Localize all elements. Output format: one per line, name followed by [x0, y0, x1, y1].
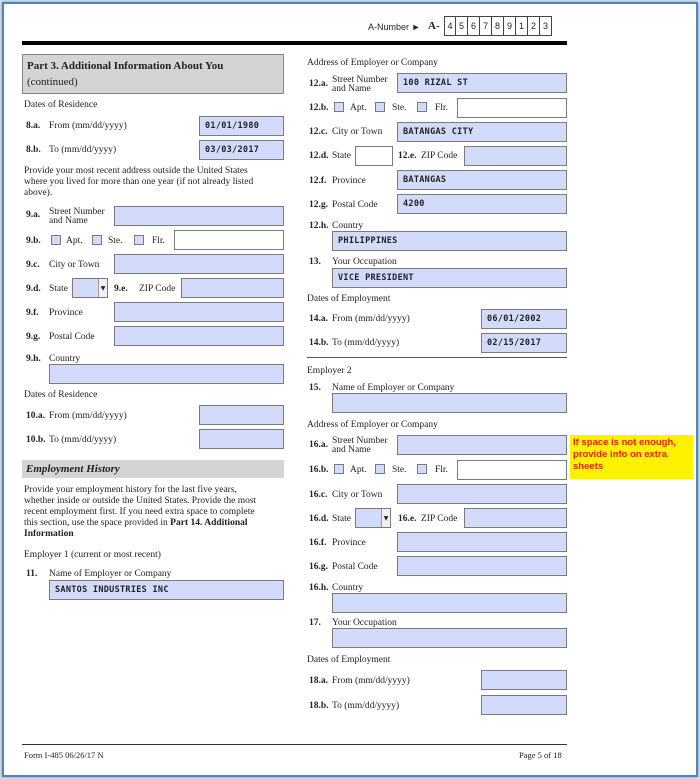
employer1-country-field[interactable]: PHILIPPINES — [332, 231, 567, 251]
anumber-digit-box[interactable]: 4 — [444, 16, 456, 36]
address-employer-heading: Address of Employer or Company — [307, 58, 438, 68]
foreign-street-field[interactable] — [114, 206, 284, 226]
item-11-number: 11. — [26, 569, 38, 579]
anumber-digit-box[interactable]: 7 — [480, 16, 492, 36]
information-reference: Information — [24, 529, 74, 539]
item-17-label: Your Occupation — [332, 618, 397, 628]
item-16b-number: 16.b. — [309, 465, 329, 475]
item-9a-label-1: Street Number — [49, 207, 105, 217]
employer1-street-field[interactable]: 100 RIZAL ST — [397, 73, 567, 93]
page-number: Page 5 of 18 — [519, 750, 562, 760]
item-14a-label: From (mm/dd/yyyy) — [332, 314, 410, 324]
item-16c-label: City or Town — [332, 490, 383, 500]
item-12f-number: 12.f. — [309, 176, 327, 186]
employer2-ste-checkbox[interactable] — [375, 464, 385, 474]
employer1-province-field[interactable]: BATANGAS — [397, 170, 567, 190]
item-11-label: Name of Employer or Company — [49, 569, 172, 579]
item-10a-number: 10.a. — [26, 411, 45, 421]
item-9a-label-2: and Name — [49, 216, 88, 226]
item-15-number: 15. — [309, 383, 321, 393]
item-16d-label: State — [332, 514, 351, 524]
item-16c-number: 16.c. — [309, 490, 328, 500]
item-12b-number: 12.b. — [309, 103, 329, 113]
item-16g-label: Postal Code — [332, 562, 378, 572]
employer2-name-field[interactable] — [332, 393, 567, 413]
dates-of-residence-heading-2: Dates of Residence — [24, 390, 98, 400]
employer1-from-field[interactable]: 06/01/2002 — [481, 309, 567, 329]
item-12d-number: 12.d. — [309, 151, 329, 161]
item-14b-number: 14.b. — [309, 338, 329, 348]
chevron-down-icon: ▼ — [98, 279, 107, 297]
item-9e-label: ZIP Code — [139, 284, 176, 294]
item-12a-label-1: Street Number — [332, 75, 388, 85]
item-18b-number: 18.b. — [309, 701, 329, 711]
note-line-3: sheets — [573, 461, 604, 472]
item-18a-number: 18.a. — [309, 676, 328, 686]
item-16a-label-1: Street Number — [332, 436, 388, 446]
item-10b-label: To (mm/dd/yyyy) — [49, 435, 117, 445]
employer1-heading: Employer 1 (current or most recent) — [24, 550, 161, 560]
item-9c-number: 9.c. — [26, 260, 40, 270]
employer-divider — [307, 357, 567, 358]
item-9f-label: Province — [49, 308, 83, 318]
item-12h-number: 12.h. — [309, 221, 329, 231]
flr-checkbox[interactable] — [134, 235, 144, 245]
item-8b-label: To (mm/dd/yyyy) — [49, 145, 117, 155]
employer2-ste-label: Ste. — [392, 465, 407, 475]
item-8a-number: 8.a. — [26, 121, 41, 131]
anumber-digit-box[interactable]: 9 — [504, 16, 516, 36]
employer2-country-field[interactable] — [332, 593, 567, 613]
foreign-city-field[interactable] — [114, 254, 284, 274]
chevron-down-icon: ▼ — [381, 509, 390, 527]
employer2-city-field[interactable] — [397, 484, 567, 504]
anumber-label: A-Number ► — [368, 22, 421, 32]
item-12d-label: State — [332, 151, 351, 161]
a-prefix: A- — [428, 20, 440, 32]
part14-reference: Part 14. Additional — [170, 518, 248, 528]
employment-history-heading — [22, 460, 284, 478]
flr-label: Flr. — [152, 236, 165, 246]
zip-field[interactable] — [181, 278, 284, 298]
header-rule — [22, 41, 567, 45]
anumber-digit-box[interactable]: 2 — [528, 16, 540, 36]
item-9h-label: Country — [49, 354, 81, 364]
item-16d-number: 16.d. — [309, 514, 329, 524]
item-9f-number: 9.f. — [26, 308, 39, 318]
employment-history-title: Employment History — [26, 463, 120, 475]
item-12h-label: Country — [332, 221, 364, 231]
employer1-flr-label: Flr. — [435, 103, 448, 113]
item-16h-label: Country — [332, 583, 364, 593]
dates-of-residence-heading: Dates of Residence — [24, 100, 98, 110]
employer2-flr-label: Flr. — [435, 465, 448, 475]
item-16h-number: 16.h. — [309, 583, 329, 593]
employer1-apt-label: Apt. — [350, 103, 367, 113]
employer1-name-field[interactable]: SANTOS INDUSTRIES INC — [49, 580, 284, 600]
employer1-flr-checkbox[interactable] — [417, 102, 427, 112]
employer2-from-field[interactable] — [481, 670, 567, 690]
employer1-occupation-field[interactable]: VICE PRESIDENT — [332, 268, 567, 288]
form-page — [2, 2, 698, 777]
employment-text-4 — [24, 518, 248, 528]
anumber-digit-box[interactable]: 5 — [456, 16, 468, 36]
item-16f-number: 16.f. — [309, 538, 327, 548]
apt-checkbox[interactable] — [51, 235, 61, 245]
employer2-street-field[interactable] — [397, 435, 567, 455]
form-id: Form I-485 06/26/17 N — [24, 750, 104, 760]
item-9e-number: 9.e. — [114, 284, 128, 294]
item-9d-number: 9.d. — [26, 284, 41, 294]
part3-subtitle: (continued) — [27, 76, 78, 88]
employer2-state-select[interactable] — [355, 508, 391, 528]
item-8b-number: 8.b. — [26, 145, 41, 155]
item-12c-number: 12.c. — [309, 127, 328, 137]
employer2-province-field[interactable] — [397, 532, 567, 552]
item-17-number: 17. — [309, 618, 321, 628]
employer2-occupation-field[interactable] — [332, 628, 567, 648]
item-8a-label: From (mm/dd/yyyy) — [49, 121, 127, 131]
employer2-postal-field[interactable] — [397, 556, 567, 576]
item-15-label: Name of Employer or Company — [332, 383, 455, 393]
employer1-zip-field[interactable] — [464, 146, 567, 166]
item-16a-number: 16.a. — [309, 440, 328, 450]
residence2-from-field[interactable] — [199, 405, 284, 425]
item-9g-label: Postal Code — [49, 332, 95, 342]
item-16e-number: 16.e. — [398, 514, 417, 524]
item-12a-label-2: and Name — [332, 84, 371, 94]
anumber-digit-box[interactable]: 3 — [540, 16, 552, 36]
postal-code-field[interactable] — [114, 326, 284, 346]
item-12g-number: 12.g. — [309, 200, 328, 210]
anumber-digit-box[interactable]: 8 — [492, 16, 504, 36]
employer1-city-field[interactable]: BATANGAS CITY — [397, 122, 567, 142]
item-10b-number: 10.b. — [26, 435, 46, 445]
extra-space-note — [570, 435, 693, 479]
item-13-label: Your Occupation — [332, 257, 397, 267]
item-12e-label: ZIP Code — [421, 151, 458, 161]
employer1-state-field[interactable] — [355, 146, 393, 166]
item-18a-label: From (mm/dd/yyyy) — [332, 676, 410, 686]
item-9c-label: City or Town — [49, 260, 100, 270]
dates-of-employment-heading: Dates of Employment — [307, 294, 391, 304]
employment-text-1: Provide your employment history for the last five years, — [24, 485, 237, 495]
item-9d-label: State — [49, 284, 68, 294]
employer1-ste-label: Ste. — [392, 103, 407, 113]
item-12g-label: Postal Code — [332, 200, 378, 210]
instruction-line-3: above). — [24, 188, 53, 198]
item-16g-number: 16.g. — [309, 562, 328, 572]
ste-label: Ste. — [108, 236, 123, 246]
part3-heading — [22, 54, 284, 94]
footer-rule — [22, 744, 567, 745]
employer2-apt-checkbox[interactable] — [334, 464, 344, 474]
anumber-digits[interactable] — [444, 16, 552, 36]
state-select[interactable] — [72, 278, 108, 298]
item-16a-label-2: and Name — [332, 445, 371, 455]
address-employer2-heading: Address of Employer or Company — [307, 420, 438, 430]
residence-from-field[interactable]: 01/01/1980 — [199, 116, 284, 136]
part3-title: Part 3. Additional Information About You — [27, 60, 224, 72]
item-12c-label: City or Town — [332, 127, 383, 137]
item-13-number: 13. — [309, 257, 321, 267]
note-line-2: provide info on extra — [573, 449, 667, 460]
item-12e-number: 12.e. — [398, 151, 417, 161]
instruction-line-2: where you lived for more than one year (if not already listed — [24, 177, 254, 187]
employer1-postal-field[interactable]: 4200 — [397, 194, 567, 214]
employer1-apt-number-field[interactable] — [457, 98, 567, 118]
instruction-line-1: Provide your most recent address outside the United States — [24, 166, 248, 176]
country-field[interactable] — [49, 364, 284, 384]
item-16e-label: ZIP Code — [421, 514, 458, 524]
dates-of-employment-heading-2: Dates of Employment — [307, 655, 391, 665]
apt-number-field[interactable] — [174, 230, 284, 250]
employment-text-4-plain: this section, use the space provided in — [24, 518, 171, 528]
item-14a-number: 14.a. — [309, 314, 328, 324]
apt-label: Apt. — [66, 236, 83, 246]
employment-text-3: recent employment first. If you need extra space to complete — [24, 507, 255, 517]
item-9g-number: 9.g. — [26, 332, 41, 342]
anumber-digit-box[interactable]: 6 — [468, 16, 480, 36]
item-12a-number: 12.a. — [309, 79, 328, 89]
residence2-to-field[interactable] — [199, 429, 284, 449]
item-9h-number: 9.h. — [26, 354, 41, 364]
item-10a-label: From (mm/dd/yyyy) — [49, 411, 127, 421]
anumber-digit-box[interactable]: 1 — [516, 16, 528, 36]
item-14b-label: To (mm/dd/yyyy) — [332, 338, 400, 348]
employment-text-2: whether inside or outside the United States. Provide the most — [24, 496, 257, 506]
employer2-to-field[interactable] — [481, 695, 567, 715]
item-16f-label: Province — [332, 538, 366, 548]
item-18b-label: To (mm/dd/yyyy) — [332, 701, 400, 711]
employer2-apt-label: Apt. — [350, 465, 367, 475]
province-field[interactable] — [114, 302, 284, 322]
employer2-apt-number-field[interactable] — [457, 460, 567, 480]
item-9a-number: 9.a. — [26, 210, 41, 220]
employer1-apt-checkbox[interactable] — [334, 102, 344, 112]
employer1-ste-checkbox[interactable] — [375, 102, 385, 112]
item-9b-number: 9.b. — [26, 236, 41, 246]
employer1-to-field[interactable]: 02/15/2017 — [481, 333, 567, 353]
residence-to-field[interactable]: 03/03/2017 — [199, 140, 284, 160]
item-12f-label: Province — [332, 176, 366, 186]
employer2-flr-checkbox[interactable] — [417, 464, 427, 474]
note-line-1: If space is not enough, — [573, 437, 676, 448]
ste-checkbox[interactable] — [92, 235, 102, 245]
employer2-zip-field[interactable] — [464, 508, 567, 528]
employer2-heading: Employer 2 — [307, 366, 352, 376]
